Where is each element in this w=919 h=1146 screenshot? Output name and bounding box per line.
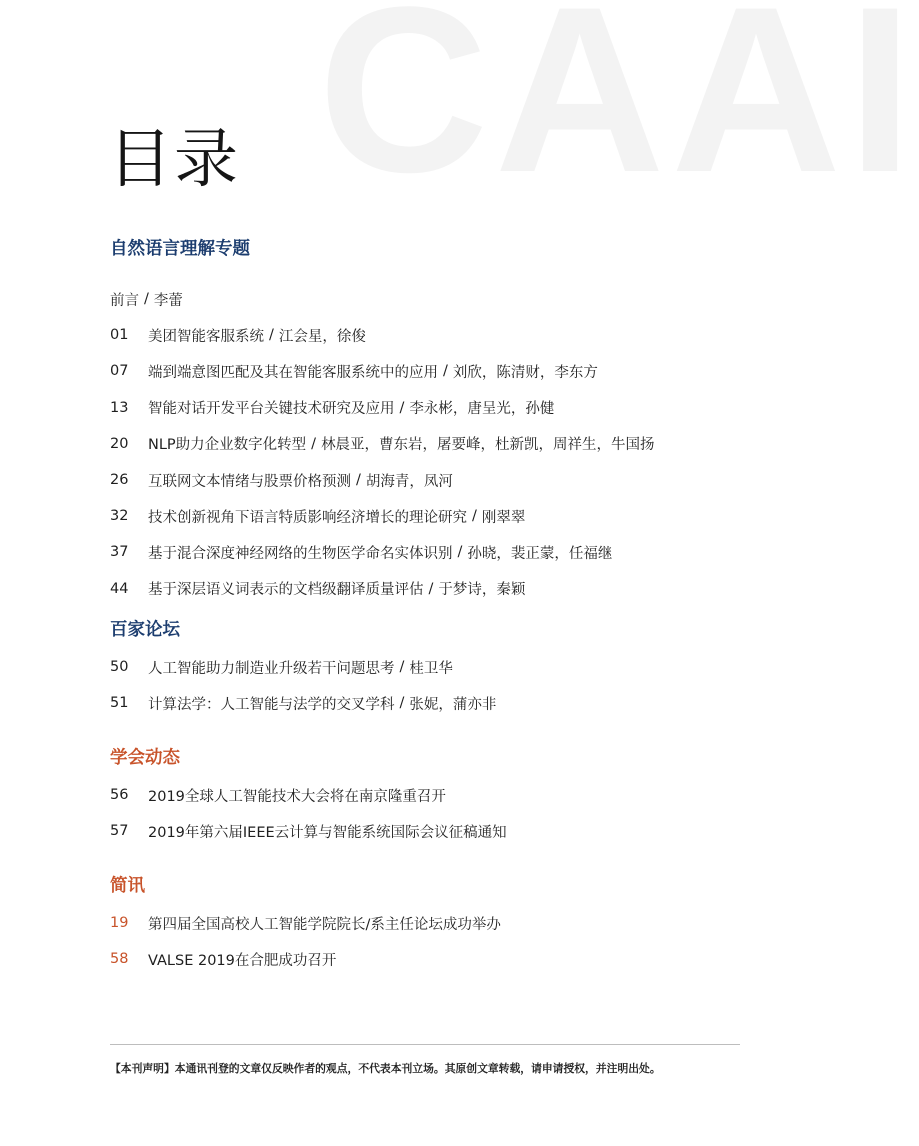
toc-entry[interactable] xyxy=(110,426,811,462)
article-authors: 林晨亚，曹东岩，屠要峰，杜新凯，周祥生，牛国扬 xyxy=(321,437,655,454)
article-authors: 胡海青，凤河 xyxy=(365,473,453,490)
toc-entry[interactable] xyxy=(110,777,811,813)
page-title: 目录 xyxy=(108,123,240,197)
page-number: 20 xyxy=(110,435,129,452)
preface-entry[interactable] xyxy=(110,281,811,317)
article-title: 互联网文本情绪与股票价格预测 xyxy=(148,473,351,490)
page-number: 57 xyxy=(110,823,129,840)
toc-entry[interactable] xyxy=(110,353,811,389)
preface-label: 前言 xyxy=(110,292,139,309)
separator: / xyxy=(399,695,405,712)
section-heading: 简讯 xyxy=(110,876,145,896)
separator: / xyxy=(144,291,149,308)
toc-entry[interactable] xyxy=(110,905,811,941)
article-title: 基于混合深度神经网络的生物医学命名实体识别 xyxy=(148,545,453,562)
article-title: 计算法学：人工智能与法学的交叉学科 xyxy=(148,696,395,713)
footer-divider xyxy=(110,1044,740,1045)
page-number: 37 xyxy=(110,544,129,561)
article-authors: 桂卫华 xyxy=(409,660,453,677)
article-authors: 刘欣，陈清财，李东方 xyxy=(452,364,598,381)
section-nlp xyxy=(110,236,811,607)
article-title: 基于深层语义词表示的文档级翻译质量评估 xyxy=(148,582,424,599)
page-number: 56 xyxy=(110,787,129,804)
page-number: 32 xyxy=(110,508,129,525)
toc-entry[interactable] xyxy=(110,649,811,685)
page-number: 50 xyxy=(110,659,129,676)
article-title: 第四届全国高校人工智能学院院长/系主任论坛成功举办 xyxy=(148,916,501,933)
toc-entry[interactable] xyxy=(110,462,811,498)
page-number: 44 xyxy=(110,580,129,597)
article-title: VALSE 2019在合肥成功召开 xyxy=(148,952,337,969)
toc-entry[interactable] xyxy=(110,317,811,353)
page-number: 19 xyxy=(110,915,129,932)
toc-entry[interactable] xyxy=(110,571,811,607)
page-number: 51 xyxy=(110,695,129,712)
toc-entry[interactable] xyxy=(110,941,811,977)
journal-statement: 【本刊声明】本通讯刊登的文章仅反映作者的观点，不代表本刊立场。其原创文章转载，请申请授权，并注明出处。 xyxy=(110,1062,661,1075)
separator: / xyxy=(356,472,361,489)
article-title: 端到端意图匹配及其在智能客服系统中的应用 xyxy=(148,364,438,381)
section-heading: 学会动态 xyxy=(110,748,180,768)
page-number: 13 xyxy=(110,399,129,416)
article-title: 2019全球人工智能技术大会将在南京隆重召开 xyxy=(148,788,446,805)
separator: / xyxy=(457,544,463,561)
separator: / xyxy=(399,659,405,676)
article-authors: 刚翠翠 xyxy=(481,509,526,526)
separator: / xyxy=(428,580,434,597)
section-heading: 百家论坛 xyxy=(110,620,180,640)
toc-entry[interactable] xyxy=(110,390,811,426)
article-title: 人工智能助力制造业升级若干问题思考 xyxy=(148,660,395,677)
section-briefs xyxy=(110,873,811,977)
separator: / xyxy=(399,399,405,416)
article-authors: 江会星，徐俊 xyxy=(278,328,366,345)
page-number: 26 xyxy=(110,472,129,489)
article-authors: 李永彬，唐呈光，孙健 xyxy=(409,401,555,418)
section-society-news xyxy=(110,745,811,849)
article-title: 2019年第六届IEEE云计算与智能系统国际会议征稿通知 xyxy=(148,824,507,841)
article-authors: 于梦诗，秦颖 xyxy=(438,582,526,599)
toc-entry[interactable] xyxy=(110,534,811,570)
separator: / xyxy=(472,508,477,525)
article-authors: 孙晓，裴正蒙，任福继 xyxy=(467,545,613,562)
toc-entry[interactable] xyxy=(110,813,811,849)
preface-author: 李蕾 xyxy=(153,292,183,309)
article-title: NLP助力企业数字化转型 xyxy=(148,437,307,454)
section-heading: 自然语言理解专题 xyxy=(110,239,250,259)
separator: / xyxy=(269,327,274,344)
article-title: 技术创新视角下语言特质影响经济增长的理论研究 xyxy=(148,509,467,526)
article-authors: 张妮，蒲亦非 xyxy=(409,696,497,713)
page-number: 58 xyxy=(110,951,129,968)
toc-entry[interactable] xyxy=(110,498,811,534)
article-title: 美团智能客服系统 xyxy=(148,328,264,345)
section-forum xyxy=(110,617,811,721)
toc-entry[interactable] xyxy=(110,685,811,721)
separator: / xyxy=(443,363,448,380)
separator: / xyxy=(311,435,317,452)
caai-watermark: CAAI xyxy=(318,0,919,222)
article-title: 智能对话开发平台关键技术研究及应用 xyxy=(148,401,395,418)
page-number: 01 xyxy=(110,327,129,344)
page-number: 07 xyxy=(110,363,129,380)
